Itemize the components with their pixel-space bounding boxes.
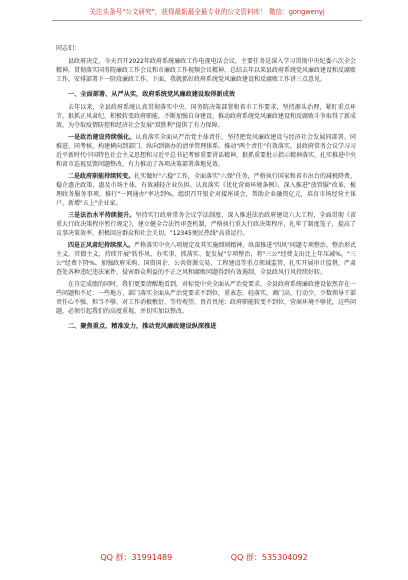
closing-paragraph: 在肯定成绩的同时，我们更要清醒地看到，对标党中央全面从严治党要求，全县政府系统廉政建设依然存在一些问题和不足：一些地方、部门落实全面从严治党要求不到位，重表态、轻落实，调门高、行动少，少数领导干部责任心不强，担当不够，对工作消极敷衍、等待观望、畏首畏尾；政府职能转变不到位，营商环境不够优，这些问题，必须引起我们的高度重视，并切实加以整改。 — [56, 281, 357, 315]
document-body — [56, 44, 356, 335]
item-paragraph — [56, 211, 356, 238]
item-paragraph — [56, 133, 356, 169]
intro-paragraph: 县政府决定，今天召开2022年政府系统廉政工作电视电话会议，主要任务是深入学习贯彻中央纪委六次全会精神，贯彻落实国务院廉政工作会议和市廉政工作视频会议精神，总结去年以来县政府系统党风廉政建设和反腐败工作，安排部署下一阶段廉政工作。下面，我就抓好政府系统党风廉政建设和反腐败工作讲三点意见。 — [56, 58, 357, 83]
item-lead: 四是正风肃纪持续深入。 — [68, 242, 135, 249]
item-paragraph — [56, 172, 356, 208]
qq-group-1: QQ 群：31991489 — [100, 553, 173, 562]
section-2-heading: 二、聚焦重点、精准发力，推动党风廉政建设纵深推进 — [68, 323, 217, 330]
greeting: 同志们： — [56, 45, 81, 52]
header-banner — [52, 8, 362, 21]
banner-text: 关注头条号"公文研究"，获得最新最全最专业的公文资料库！ 微信：gongwenyj — [89, 8, 325, 16]
footer-contacts — [0, 552, 408, 563]
item-lead: 二是政府职能持续转变。 — [68, 173, 135, 180]
item-lead: 三是法治水平持续提升。 — [68, 212, 136, 219]
qq-group-2: QQ 群：535304092 — [230, 553, 308, 562]
item-lead: 一是政治建设持续强化。 — [68, 134, 136, 141]
item-text: 扎实做好"六稳"工作，全面落实"六保"任务，严格执行国家和省市出台的减税降费、稳企惠企政策，惠及市场主体，有效减轻企业负担。认真落实《优化营商环境条例》，深入推进"放管服"改革，梳理政务服务事项，推行"一网通办"率达到%，组织召开银企对接座谈会，帮助企业融资亿元，培育市场经营主体户，新增"五上"企业家。 — [56, 173, 356, 207]
item-text: 严格落实中央八项规定及其实施细则精神，纵深推进"四风"问题专项整治，整治形式主义、官僚主义，持续开展"转作风、办实事、抓落实、促发展"专项整治，将"三公"经费支出比上年压减%，"三公"经费下降%，加强政府采购、国资国企、公共资源交易、工程建设等重点领域监管，扎实开展审计监督，严肃查处各种违纪违法案件，侵害群众利益的不正之风和腐败问题得到有效遏制，全县政风行风持续好转。 — [56, 242, 356, 276]
item-paragraph — [56, 241, 356, 277]
section-1-heading: 一、全面部署、从严从实，政府系统党风廉政建设取得新成效 — [68, 91, 236, 98]
item-text: 认真落实全面从严治党主体责任，坚持把党风廉政建设与经济社会发展同部署、同推进、同考核，构建横向到部门、纵向到镇办的清单管理体系。推动"两个责任"有效落实，县政府常务会议学习习近平新时代中国特色社会主义思想和习近平总书记考察重要讲话精神，狠抓重要批示指示精神落实，扎实推进中央和省市巡视反馈问题整改，有力推动了各项决策部署落地见效。 — [56, 134, 357, 168]
section-1-intro: 去年以来，全县政府系统认真贯彻落实中央、国务院决策部署和省市工作要求，坚持源头治理，紧盯重点环节，狠抓正风肃纪，积极转变政府职能，不断加强自身建设，推动政府系统党风廉政建设和反腐败斗争取得了新成效，为夺取疫情防控和经济社会发展"双胜利"提供了有力保障。 — [56, 104, 357, 129]
item-text: 坚持实行政府常务会议学法制度，深入推进法治政府建设六大工程，全面贯彻《省重大行政决策程序暂行规定》，建立健全合法性审查机制，严格执行重大行政决策程序，扎牢了制度笼子，提高了议事决策效率，积极回应群众和社会关切，"12345便民热线"高效运行。 — [56, 212, 356, 237]
